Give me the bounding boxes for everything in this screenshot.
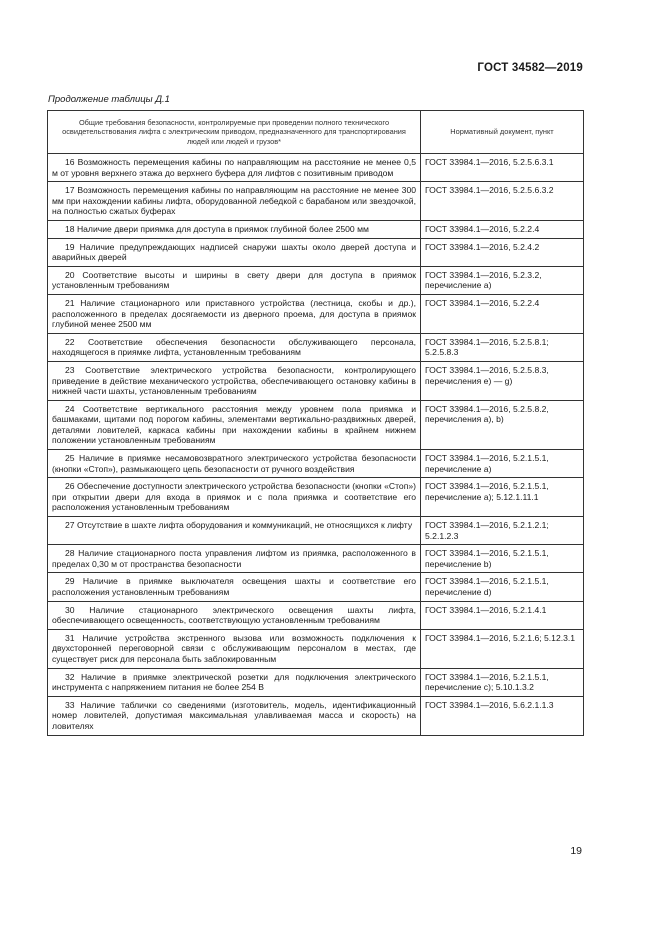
requirement-cell: 30 Наличие стационарного электрического освещения шахты лифта, обеспечивающего освещенность, соответствующую установленным требованиям xyxy=(48,601,421,629)
table-body xyxy=(48,154,584,736)
normative-document-cell: ГОСТ 33984.1—2016, 5.2.3.2, перечисление а) xyxy=(421,266,584,294)
table-row xyxy=(48,545,584,573)
requirement-cell: 18 Наличие двери приямка для доступа в приямок глубиной более 2500 мм xyxy=(48,220,421,238)
requirement-cell: 17 Возможность перемещения кабины по направляющим на расстояние не менее 300 мм при нахождении кабины лифта, оборудованной лебедкой с барабаном или звездочкой, на полностью сжатых буферах xyxy=(48,182,421,221)
table-row xyxy=(48,333,584,361)
table-row xyxy=(48,573,584,601)
normative-document-cell: ГОСТ 33984.1—2016, 5.2.1.5.1, перечисление b) xyxy=(421,545,584,573)
normative-document-cell: ГОСТ 33984.1—2016, 5.2.5.8.3, перечисления е) — g) xyxy=(421,361,584,400)
col-header-requirements: Общие требования безопасности, контролируемые при проведении полного технического освидетельствования лифта с электрическим приводом, предназначенного для транспортирования людей или людей и грузов* xyxy=(48,111,421,154)
normative-document-cell: ГОСТ 33984.1—2016, 5.2.2.4 xyxy=(421,294,584,333)
normative-document-cell: ГОСТ 33984.1—2016, 5.2.5.8.2, перечисления а), b) xyxy=(421,400,584,449)
normative-document-cell: ГОСТ 33984.1—2016, 5.2.5.8.1; 5.2.5.8.3 xyxy=(421,333,584,361)
normative-document-cell: ГОСТ 33984.1—2016, 5.2.1.6; 5.12.3.1 xyxy=(421,629,584,668)
normative-document-cell: ГОСТ 33984.1—2016, 5.2.1.5.1, перечисление а); 5.12.1.11.1 xyxy=(421,478,584,517)
table-row xyxy=(48,238,584,266)
table-row xyxy=(48,266,584,294)
requirement-cell: 22 Соответствие обеспечения безопасности обслуживающего персонала, находящегося в приямке лифта, установленным требованиям xyxy=(48,333,421,361)
table-row xyxy=(48,220,584,238)
normative-document-cell: ГОСТ 33984.1—2016, 5.2.5.6.3.2 xyxy=(421,182,584,221)
table-continuation-caption: Продолжение таблицы Д.1 xyxy=(48,94,170,105)
table-row xyxy=(48,400,584,449)
table-row xyxy=(48,601,584,629)
table-row xyxy=(48,629,584,668)
requirement-cell: 21 Наличие стационарного или приставного устройства (лестница, скобы и др.), расположенного в пределах досягаемости из дверного проема, для доступа в приямок глубиной менее 2500 мм xyxy=(48,294,421,333)
document-standard-code: ГОСТ 34582—2019 xyxy=(477,62,583,74)
requirement-cell: 25 Наличие в приямке несамовозвратного электрического устройства безопасности (кнопки «Стоп»), размыкающего цепь безопасности от ручного воздействия xyxy=(48,450,421,478)
requirement-cell: 27 Отсутствие в шахте лифта оборудования и коммуникаций, не относящихся к лифту xyxy=(48,517,421,545)
col-header-normative-document: Нормативный документ, пункт xyxy=(421,111,584,154)
requirement-cell: 28 Наличие стационарного поста управления лифтом из приямка, расположенного в пределах 0,30 м от пространства безопасности xyxy=(48,545,421,573)
normative-document-cell: ГОСТ 33984.1—2016, 5.2.5.6.3.1 xyxy=(421,154,584,182)
requirement-cell: 32 Наличие в приямке электрической розетки для подключения электрического инструмента с напряжением питания не более 254 В xyxy=(48,668,421,696)
normative-document-cell: ГОСТ 33984.1—2016, 5.2.1.5.1, перечисление а) xyxy=(421,450,584,478)
page-number: 19 xyxy=(570,845,582,857)
requirement-cell: 16 Возможность перемещения кабины по направляющим на расстояние не менее 0,5 м от уровня верхнего этажа до верхнего буфера для лифтов с позитивным приводом xyxy=(48,154,421,182)
normative-document-cell: ГОСТ 33984.1—2016, 5.2.1.5.1, перечисление с); 5.10.1.3.2 xyxy=(421,668,584,696)
table-row xyxy=(48,696,584,735)
requirement-cell: 19 Наличие предупреждающих надписей снаружи шахты около дверей доступа и аварийных дверей xyxy=(48,238,421,266)
requirement-cell: 29 Наличие в приямке выключателя освещения шахты и соответствие его расположения установленным требованиям xyxy=(48,573,421,601)
normative-document-cell: ГОСТ 33984.1—2016, 5.2.1.4.1 xyxy=(421,601,584,629)
requirement-cell: 33 Наличие таблички со сведениями (изготовитель, модель, идентификационный номер ловителей, допустимая максимальная улавливаемая масса и скорость) на ловителях xyxy=(48,696,421,735)
normative-document-cell: ГОСТ 33984.1—2016, 5.2.2.4 xyxy=(421,220,584,238)
requirement-cell: 23 Соответствие электрического устройства безопасности, контролирующего приведение в действие механического устройства, обеспечивающего остановку кабины в нижней части шахты, установленным требованиям xyxy=(48,361,421,400)
requirement-cell: 20 Соответствие высоты и ширины в свету двери для доступа в приямок установленным требованиям xyxy=(48,266,421,294)
table-row xyxy=(48,517,584,545)
table-row xyxy=(48,182,584,221)
table-header-row xyxy=(48,111,584,154)
table-row xyxy=(48,154,584,182)
normative-document-cell: ГОСТ 33984.1—2016, 5.2.1.5.1, перечисление d) xyxy=(421,573,584,601)
table-row xyxy=(48,668,584,696)
requirements-table xyxy=(47,110,584,736)
table-row xyxy=(48,361,584,400)
normative-document-cell: ГОСТ 33984.1—2016, 5.6.2.1.1.3 xyxy=(421,696,584,735)
requirement-cell: 24 Соответствие вертикального расстояния между уровнем пола приямка и башмаками, щитами под порогом кабины, элементами вертикально-раздвижных дверей, деталями ловителей, каркаса кабины при нахождении кабины в крайнем нижнем положении установленным требованиям xyxy=(48,400,421,449)
requirement-cell: 31 Наличие устройства экстренного вызова или возможность подключения к двухсторонней переговорной связи с обслуживающим персоналом в местах, где существует риск для персонала быть заблокированным xyxy=(48,629,421,668)
table-row xyxy=(48,450,584,478)
normative-document-cell: ГОСТ 33984.1—2016, 5.2.4.2 xyxy=(421,238,584,266)
requirement-cell: 26 Обеспечение доступности электрического устройства безопасности (кнопки «Стоп») при открытии двери для входа в приямок и с пола приямка и соответствие его расположения установленным требованиям xyxy=(48,478,421,517)
table-row xyxy=(48,294,584,333)
normative-document-cell: ГОСТ 33984.1—2016, 5.2.1.2.1; 5.2.1.2.3 xyxy=(421,517,584,545)
table-row xyxy=(48,478,584,517)
